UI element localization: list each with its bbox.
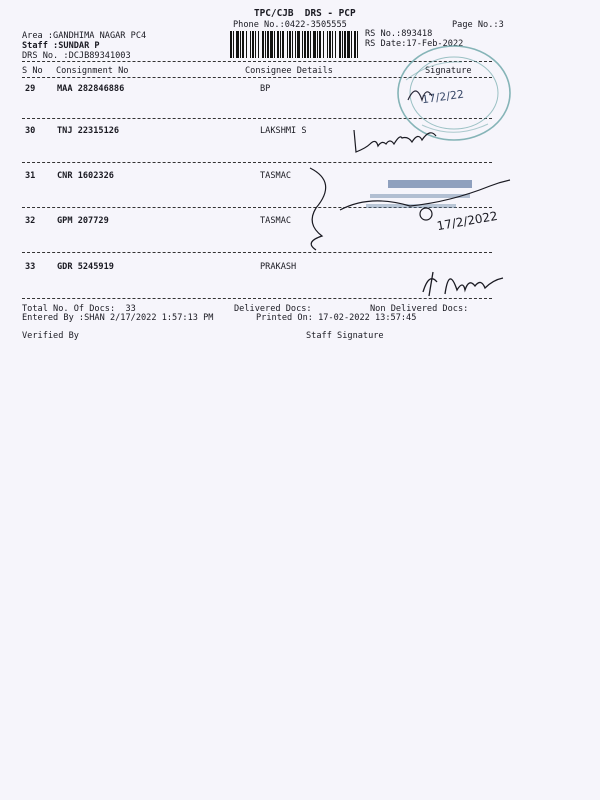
divider [22,207,492,208]
verified-by-label: Verified By [22,331,79,341]
barcode-bar [357,31,358,58]
non-delivered-docs: Non Delivered Docs: [370,304,469,314]
barcode-bar [347,31,350,58]
row-consignee: TASMAC [260,171,292,181]
barcode-bar [310,31,311,58]
row-sno: 31 [25,171,36,181]
row-consignee: BP [260,84,271,94]
barcode-bar [230,31,232,58]
row-consignment: CNR 1602326 [57,171,114,181]
delivered-docs: Delivered Docs: [234,304,312,314]
barcode-bar [319,31,321,58]
barcode-bar [267,31,269,58]
barcode-bar [287,31,288,58]
row-consignment: GPM 207729 [57,216,109,226]
entered-by: Entered By :SHAN 2/17/2022 1:57:13 PM [22,313,214,323]
barcode-bar [240,31,241,58]
round-seal-stamp [392,40,520,148]
divider [22,252,492,253]
total-docs: Total No. Of Docs: 33 [22,304,136,314]
divider [22,77,492,78]
rs-date: RS Date:17-Feb-2022 [365,39,464,49]
column-header-sno: S No [22,66,43,76]
column-header-signature: Signature [425,66,472,76]
barcode-bar [250,31,251,58]
row-consignment: GDR 5245919 [57,262,114,272]
barcode-bar [342,31,343,58]
document-title: TPC/CJB DRS - PCP [254,8,356,19]
area-label: Area :GANDHIMA NAGAR PC4 [22,31,147,41]
barcode-bar [255,31,256,58]
barcode-bar [332,31,333,58]
barcode-bar [327,31,328,58]
column-header-consignee: Consignee Details [245,66,333,76]
barcode-bar [282,31,284,58]
barcode-bar [292,31,293,58]
barcode-bar [233,31,234,58]
stamp-date-1: 17/2/22 [420,87,465,107]
divider [22,118,492,119]
row-sno: 29 [25,84,36,94]
barcode [230,31,360,58]
row-consignment: TNJ 22315126 [57,126,120,136]
barcode-bar [236,31,239,58]
barcode-bar [354,31,356,58]
barcode-bar [351,31,352,58]
divider [22,61,492,62]
barcode-bar [280,31,281,58]
barcode-bar [258,31,259,58]
barcode-bar [297,31,300,58]
barcode-bar [270,31,273,58]
divider [22,162,492,163]
barcode-bar [339,31,341,58]
row-sno: 32 [25,216,36,226]
barcode-bar [252,31,254,58]
barcode-bar [289,31,291,58]
row-consignee: LAKSHMI S [260,126,307,136]
printed-on: Printed On: 17-02-2022 13:57:45 [256,313,417,323]
row-consignee: PRAKASH [260,262,297,272]
divider [22,298,492,299]
barcode-bar [246,31,247,58]
barcode-bar [262,31,264,58]
staff-signature-label: Staff Signature [306,331,384,341]
barcode-bar [329,31,331,58]
barcode-bar [304,31,306,58]
signature-prakash [415,262,525,307]
barcode-bar [295,31,296,58]
rs-number: RS No.:893418 [365,29,433,39]
signature-lakshmi [348,120,438,160]
phone-number: Phone No.:0422-3505555 [233,20,347,30]
staff-label: Staff :SUNDAR P [22,41,100,51]
barcode-bar [335,31,336,58]
barcode-bar [313,31,316,58]
stamp-date-2: 17/2/2022 [435,208,499,234]
row-consignee: TASMAC [260,216,292,226]
row-sno: 30 [25,126,36,136]
row-consignment: MAA 282846886 [57,84,125,94]
row-sno: 33 [25,262,36,272]
barcode-bar [277,31,279,58]
barcode-bar [317,31,318,58]
page-number: Page No.:3 [452,20,504,30]
barcode-bar [242,31,244,58]
barcode-bar [274,31,275,58]
barcode-bar [265,31,266,58]
barcode-bar [307,31,309,58]
barcode-bar [302,31,303,58]
drs-number: DRS No. :DCJB89341003 [22,51,131,61]
column-header-consignment: Consignment No [56,66,129,76]
barcode-bar [323,31,324,58]
barcode-bar [344,31,346,58]
